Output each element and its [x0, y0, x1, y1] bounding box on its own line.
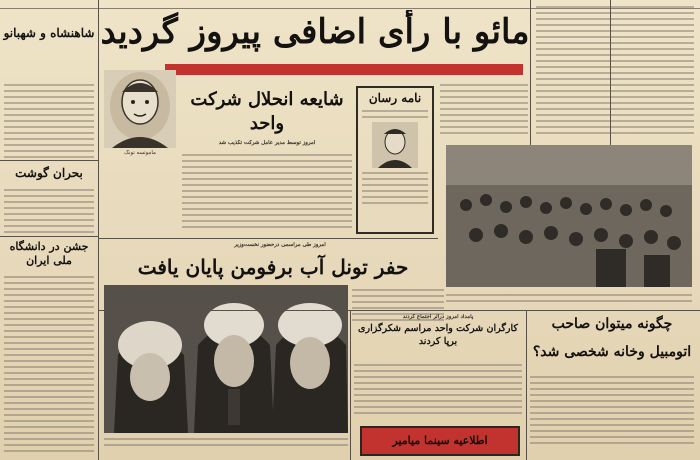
left-text-3	[4, 272, 94, 457]
right-text	[530, 372, 694, 458]
center-top-sub: امروز توسط مدير عامل شركت تكذيب شد	[218, 140, 316, 146]
portrait-caption: ماموتسه تونگ	[124, 150, 156, 156]
crowd-photo	[446, 145, 692, 287]
center-top-headline: شايعه انحلال شركت واحد	[190, 89, 344, 134]
portrait-photo	[104, 70, 176, 148]
left-text-2	[4, 185, 94, 235]
letters-title: نامه رسان	[368, 91, 422, 105]
right-headline-1: چگونه ميتوان صاحب	[551, 316, 673, 332]
cinema-notice	[360, 426, 520, 456]
bus-headline: كارگران شركت واحد مراسم شكرگزارى برپا كردند	[358, 323, 518, 347]
left-headline-1: شاهنشاه و شهبانو	[3, 26, 95, 40]
center-top-text	[182, 150, 352, 230]
right-headline-2: اتومبيل وخانه شخصى شد؟	[532, 344, 692, 360]
left-headline-2: بحران گوشت	[15, 166, 83, 180]
left-headline-3: جشن در دانشگاه ملى ايران	[9, 240, 89, 267]
letters-box	[356, 86, 434, 234]
bus-text	[354, 360, 522, 422]
tunnel-kicker: امروز طى مراسمى درحضور نخست‌وزير	[234, 242, 326, 248]
top-right-column	[530, 0, 700, 140]
letters-photo	[372, 122, 418, 168]
headline-red-bar	[165, 64, 523, 75]
main-headline: مائو با رأى اضافى پيروز گرديد	[100, 12, 530, 52]
left-text-1	[4, 80, 94, 160]
cinema-notice-text: اطلاعيه سينما ميامير	[392, 434, 488, 447]
workers-caption	[104, 434, 348, 454]
tunnel-headline: حفر تونل آب برفومن پايان يافت	[137, 255, 409, 279]
bus-kicker: پامداد امروز دراثر اجتماع كردند	[402, 314, 474, 320]
crowd-caption	[446, 290, 692, 308]
workers-photo	[104, 285, 348, 433]
center-right-text	[440, 80, 528, 140]
